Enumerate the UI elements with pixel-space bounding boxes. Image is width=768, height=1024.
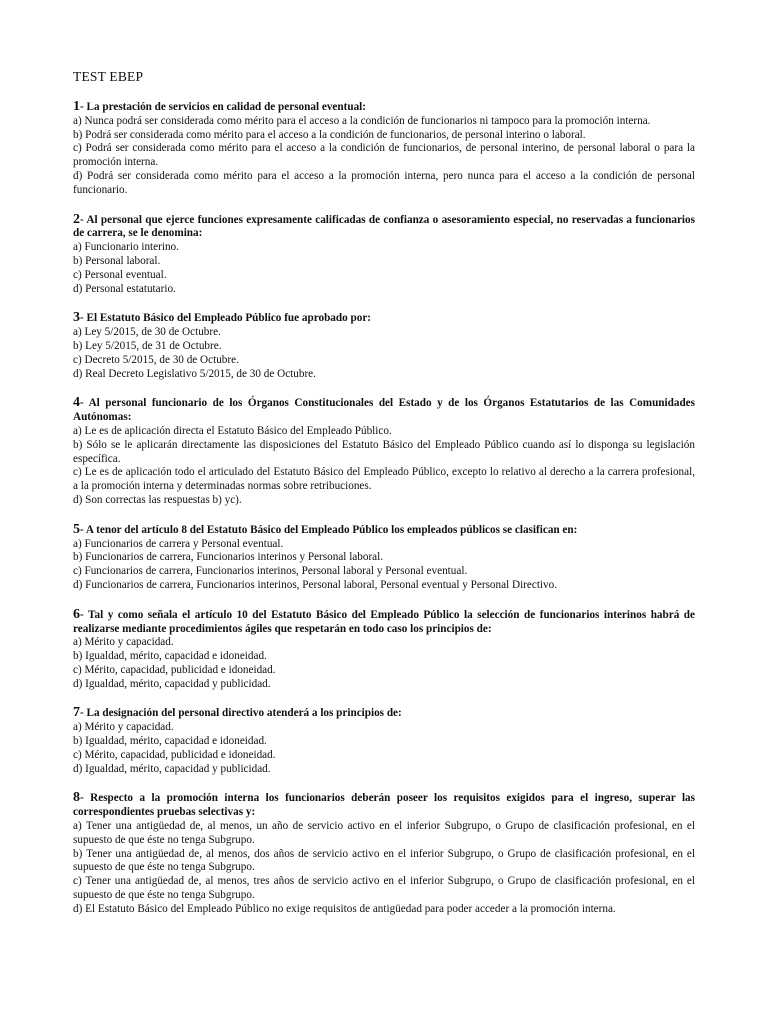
question-8	[73, 791, 695, 916]
question-6	[73, 608, 695, 692]
question-statement: - Al personal funcionario de los Órganos Constitucionales del Estado y de los Órganos Estatutarios de las Comunidades Autónomas:	[73, 397, 695, 424]
answer-option: a) Funcionario interino.	[73, 241, 179, 254]
question-number: 4	[73, 395, 80, 411]
question-statement: - La designación del personal directivo atenderá a los principios de:	[80, 707, 402, 720]
question-text	[73, 213, 695, 242]
answer-option: a) Le es de aplicación directa el Estatuto Básico del Empleado Público.	[73, 424, 392, 437]
answer-option: d) Podrá ser considerada como mérito para el acceso a la promoción interna, pero nunca para el acceso a la condición de personal funcionario.	[73, 169, 695, 196]
answer-option: b) Personal laboral.	[73, 254, 161, 267]
question-1	[73, 100, 695, 198]
question-text	[73, 608, 695, 637]
answer-option: a) Nunca podrá ser considerada como mérito para el acceso a la condición de funcionarios ni tampoco para la promoción interna.	[73, 114, 651, 127]
answer-option: c) Personal eventual.	[73, 268, 167, 281]
question-list	[73, 100, 695, 917]
answer-option: b) Igualdad, mérito, capacidad e idoneidad.	[73, 650, 267, 663]
answer-option: c) Mérito, capacidad, publicidad e idoneidad.	[73, 748, 276, 761]
question-statement: - Al personal que ejerce funciones expresamente calificadas de confianza o asesoramiento especial, no reservadas a funcionarios de carrera, se le denomina:	[73, 213, 695, 240]
question-5	[73, 523, 695, 593]
question-text	[73, 791, 695, 820]
answer-option: b) Tener una antigüedad de, al menos, dos años de servicio activo en el inferior Subgrupo, o Grupo de clasificación profesional, en el supuesto de que éste no tenga Subgrupo.	[73, 847, 695, 874]
answer-option: d) Igualdad, mérito, capacidad y publicidad.	[73, 762, 271, 775]
question-number: 1	[73, 99, 80, 114]
answer-option: b) Igualdad, mérito, capacidad e idoneidad.	[73, 735, 267, 748]
answer-option: c) Decreto 5/2015, de 30 de Octubre.	[73, 353, 239, 366]
answer-option: c) Podrá ser considerada como mérito para el acceso a la condición de funcionarios, de personal interino, de personal laboral o para la promoción interna.	[73, 142, 695, 169]
document-title: TEST EBEP	[73, 69, 144, 84]
question-4	[73, 396, 695, 507]
question-2	[73, 213, 695, 297]
question-text	[73, 100, 695, 115]
answer-option: a) Mérito y capacidad.	[73, 636, 174, 649]
question-number: 7	[73, 705, 80, 721]
answer-option: d) Igualdad, mérito, capacidad y publicidad.	[73, 677, 271, 690]
answer-option: c) Tener una antigüedad de, al menos, tres años de servicio activo en el inferior Subgrupo, o Grupo de clasificación profesional, en el supuesto de que éste no tenga Subgrupo.	[73, 875, 695, 902]
answer-option: b) Sólo se le aplicarán directamente las disposiciones del Estatuto Básico del Empleado Público cuando así lo disponga su legislación específica.	[73, 438, 695, 465]
answer-option: a) Ley 5/2015, de 30 de Octubre.	[73, 326, 221, 339]
answer-option: d) Son correctas las respuestas b) yc).	[73, 493, 242, 506]
question-3	[73, 311, 695, 381]
answer-option: b) Ley 5/2015, de 31 de Octubre.	[73, 339, 222, 352]
answer-option: d) Funcionarios de carrera, Funcionarios interinos, Personal laboral, Personal eventual y Personal Directivo.	[73, 578, 558, 591]
answer-option: a) Funcionarios de carrera y Personal eventual.	[73, 537, 284, 550]
answer-option: b) Funcionarios de carrera, Funcionarios interinos y Personal laboral.	[73, 551, 384, 564]
question-text	[73, 706, 695, 721]
question-number: 8	[73, 790, 80, 806]
answer-option: a) Mérito y capacidad.	[73, 721, 174, 734]
question-7	[73, 706, 695, 776]
question-statement: - A tenor del artículo 8 del Estatuto Básico del Empleado Público los empleados públicos se clasifican en:	[80, 523, 578, 536]
question-number: 3	[73, 310, 80, 326]
document-page	[73, 68, 695, 932]
question-statement: - El Estatuto Básico del Empleado Público fue aprobado por:	[80, 312, 372, 325]
question-statement: - Respecto a la promoción interna los funcionarios deberán poseer los requisitos exigidos para el ingreso, superar las correspondientes pruebas selectivas y:	[73, 792, 695, 819]
answer-option: d) Personal estatutario.	[73, 282, 176, 295]
answer-option: c) Funcionarios de carrera, Funcionarios interinos, Personal laboral y Personal eventual.	[73, 565, 468, 578]
question-text	[73, 523, 695, 538]
answer-option: d) El Estatuto Básico del Empleado Público no exige requisitos de antigüedad para poder acceder a la promoción interna.	[73, 902, 616, 915]
question-number: 6	[73, 606, 80, 622]
answer-option: d) Real Decreto Legislativo 5/2015, de 30 de Octubre.	[73, 367, 316, 380]
question-number: 5	[73, 521, 80, 537]
answer-option: a) Tener una antigüedad de, al menos, un año de servicio activo en el inferior Subgrupo, o Grupo de clasificación profesional, en el supuesto de que éste no tenga Subgrupo.	[73, 820, 695, 846]
answer-option: c) Mérito, capacidad, publicidad e idoneidad.	[73, 663, 276, 676]
question-statement: - La prestación de servicios en calidad de personal eventual:	[80, 101, 366, 113]
question-text	[73, 311, 695, 326]
question-statement: - Tal y como señala el artículo 10 del Estatuto Básico del Empleado Público la selección de funcionarios interinos habrá de realizarse mediante procedimientos ágiles que respetarán en todo caso los principios de:	[73, 608, 695, 635]
question-number: 2	[73, 211, 80, 227]
answer-option: b) Podrá ser considerada como mérito para el acceso a la condición de funcionarios, de personal interino o laboral.	[73, 128, 586, 141]
answer-option: c) Le es de aplicación todo el articulado del Estatuto Básico del Empleado Público, excepto lo relativo al derecho a la carrera profesional, a la promoción interna y determinadas normas sobre retribuciones.	[73, 466, 695, 493]
question-text	[73, 396, 695, 425]
